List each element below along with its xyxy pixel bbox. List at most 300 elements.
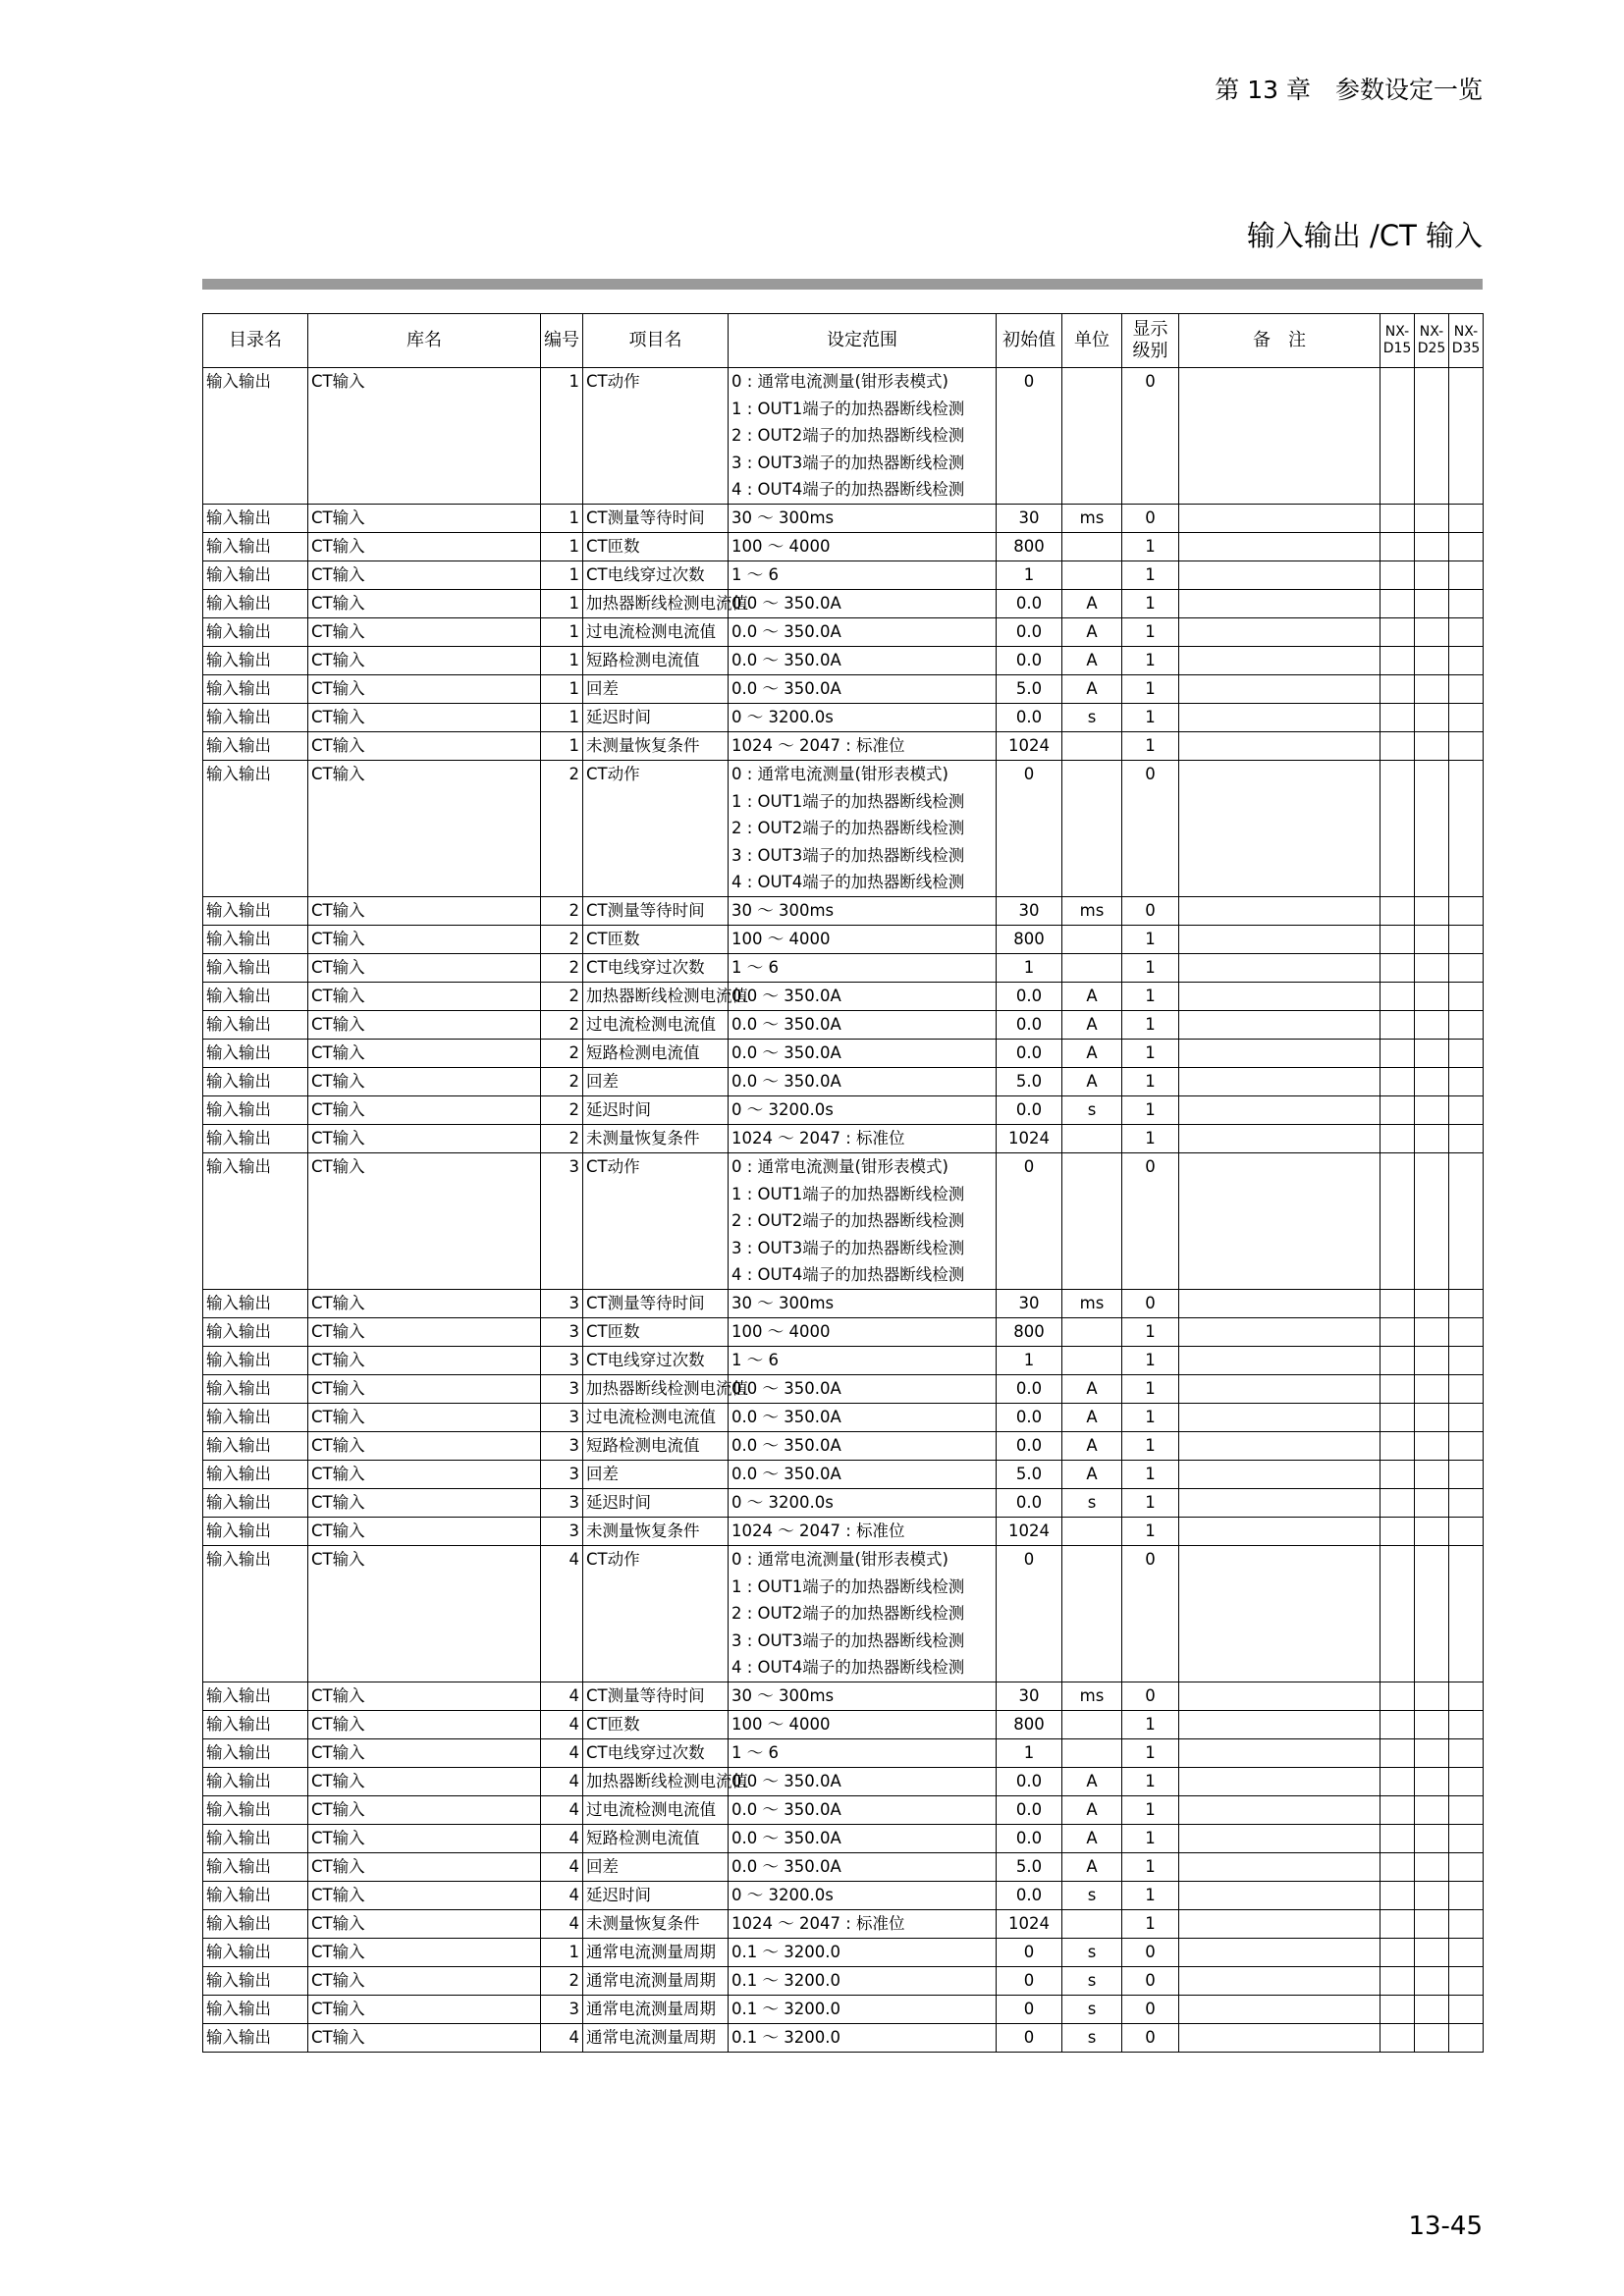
catalog-cell: 输入输出 <box>203 983 308 1011</box>
level-cell: 1 <box>1122 1711 1179 1739</box>
level-cell: 1 <box>1122 590 1179 618</box>
initial-cell: 0 <box>997 1546 1062 1682</box>
level-cell: 1 <box>1122 1068 1179 1096</box>
initial-cell: 0.0 <box>997 1882 1062 1910</box>
initial-cell: 0.0 <box>997 1404 1062 1432</box>
nx-d35-cell <box>1449 1404 1484 1432</box>
level-cell: 1 <box>1122 1518 1179 1546</box>
library-cell: CT输入 <box>308 1996 541 2024</box>
nx-d15-cell <box>1380 704 1415 732</box>
nx-d25-cell <box>1415 1768 1449 1796</box>
item-cell: 回差 <box>583 1461 729 1489</box>
library-cell: CT输入 <box>308 1910 541 1939</box>
unit-cell: A <box>1062 1068 1122 1096</box>
catalog-cell: 输入输出 <box>203 1432 308 1461</box>
range-cell <box>729 1489 997 1518</box>
nx-d15-cell <box>1380 590 1415 618</box>
item-cell: CT动作 <box>583 1546 729 1682</box>
nx-d25-cell <box>1415 1910 1449 1939</box>
level-cell: 1 <box>1122 1825 1179 1853</box>
range-cell <box>729 1461 997 1489</box>
range-line: 4 : OUT4端子的加热器断线检测 <box>731 1658 965 1678</box>
level-cell: 1 <box>1122 1489 1179 1518</box>
catalog-cell: 输入输出 <box>203 1068 308 1096</box>
number-cell: 3 <box>541 1996 583 2024</box>
initial-cell: 1 <box>997 954 1062 983</box>
nx-d15-cell <box>1380 1853 1415 1882</box>
remarks-cell <box>1179 1432 1380 1461</box>
nx-d35-cell <box>1449 1290 1484 1318</box>
page-number: 13-45 <box>1408 2212 1483 2241</box>
number-cell: 2 <box>541 1011 583 1040</box>
unit-cell: ms <box>1062 1290 1122 1318</box>
catalog-cell: 输入输出 <box>203 1318 308 1347</box>
nx-d35-cell <box>1449 1518 1484 1546</box>
library-cell: CT输入 <box>308 1461 541 1489</box>
table-row <box>203 704 1484 732</box>
parameter-table <box>202 313 1484 2053</box>
nx-d25-cell <box>1415 1011 1449 1040</box>
library-cell: CT输入 <box>308 954 541 983</box>
range-line: 1 : OUT1端子的加热器断线检测 <box>731 1576 965 1596</box>
range-line: 4 : OUT4端子的加热器断线检测 <box>731 873 965 892</box>
number-cell: 3 <box>541 1432 583 1461</box>
range-line: 0.0 ～ 350.0A <box>731 622 841 641</box>
range-line: 100 ～ 4000 <box>731 930 831 948</box>
number-cell: 2 <box>541 1068 583 1096</box>
nx-d15-cell <box>1380 1318 1415 1347</box>
unit-cell: s <box>1062 1967 1122 1996</box>
col-header-nx-d35-line2: D35 <box>1451 341 1481 356</box>
library-cell: CT输入 <box>308 1825 541 1853</box>
unit-cell: ms <box>1062 897 1122 926</box>
range-cell <box>729 1967 997 1996</box>
remarks-cell <box>1179 1011 1380 1040</box>
nx-d25-cell <box>1415 1404 1449 1432</box>
library-cell: CT输入 <box>308 368 541 505</box>
nx-d15-cell <box>1380 1347 1415 1375</box>
initial-cell: 0.0 <box>997 704 1062 732</box>
library-cell: CT输入 <box>308 704 541 732</box>
remarks-cell <box>1179 983 1380 1011</box>
item-cell: 延迟时间 <box>583 1882 729 1910</box>
initial-cell: 0.0 <box>997 618 1062 647</box>
initial-cell: 0.0 <box>997 590 1062 618</box>
remarks-cell <box>1179 1318 1380 1347</box>
nx-d15-cell <box>1380 1489 1415 1518</box>
range-line: 0 ～ 3200.0s <box>731 708 834 726</box>
nx-d15-cell <box>1380 954 1415 983</box>
table-row <box>203 897 1484 926</box>
number-cell: 4 <box>541 1853 583 1882</box>
nx-d25-cell <box>1415 732 1449 761</box>
col-header-nx-d25-line2: D25 <box>1417 341 1446 356</box>
range-line: 1024 ～ 2047 : 标准位 <box>731 736 905 755</box>
range-cell <box>729 533 997 561</box>
remarks-cell <box>1179 732 1380 761</box>
nx-d35-cell <box>1449 732 1484 761</box>
unit-cell: A <box>1062 1853 1122 1882</box>
table-row <box>203 1096 1484 1125</box>
unit-cell: A <box>1062 1011 1122 1040</box>
nx-d15-cell <box>1380 368 1415 505</box>
nx-d15-cell <box>1380 1910 1415 1939</box>
remarks-cell <box>1179 1125 1380 1153</box>
unit-cell: ms <box>1062 505 1122 533</box>
level-cell: 1 <box>1122 983 1179 1011</box>
catalog-cell: 输入输出 <box>203 732 308 761</box>
col-header-initial: 初始值 <box>997 314 1062 368</box>
number-cell: 1 <box>541 704 583 732</box>
nx-d15-cell <box>1380 1739 1415 1768</box>
item-cell: CT动作 <box>583 368 729 505</box>
range-line: 30 ～ 300ms <box>731 901 835 920</box>
nx-d35-cell <box>1449 897 1484 926</box>
level-cell: 0 <box>1122 1996 1179 2024</box>
catalog-cell: 输入输出 <box>203 505 308 533</box>
range-cell <box>729 1153 997 1290</box>
range-line: 0.0 ～ 350.0A <box>731 679 841 698</box>
remarks-cell <box>1179 1489 1380 1518</box>
table-row <box>203 1996 1484 2024</box>
nx-d35-cell <box>1449 1853 1484 1882</box>
catalog-cell: 输入输出 <box>203 1796 308 1825</box>
section-divider <box>202 279 1483 290</box>
catalog-cell: 输入输出 <box>203 2024 308 2053</box>
unit-cell <box>1062 761 1122 897</box>
level-cell: 1 <box>1122 1318 1179 1347</box>
nx-d15-cell <box>1380 732 1415 761</box>
library-cell: CT输入 <box>308 926 541 954</box>
range-line: 4 : OUT4端子的加热器断线检测 <box>731 1265 965 1285</box>
range-cell <box>729 1011 997 1040</box>
range-line: 100 ～ 4000 <box>731 1715 831 1734</box>
unit-cell: s <box>1062 1939 1122 1967</box>
table-row <box>203 732 1484 761</box>
library-cell: CT输入 <box>308 1711 541 1739</box>
item-cell: 通常电流测量周期 <box>583 1996 729 2024</box>
remarks-cell <box>1179 1153 1380 1290</box>
nx-d15-cell <box>1380 1796 1415 1825</box>
library-cell: CT输入 <box>308 1432 541 1461</box>
item-cell: CT测量等待时间 <box>583 897 729 926</box>
range-line: 2 : OUT2端子的加热器断线检测 <box>731 819 965 838</box>
range-line: 0 : 通常电流测量(钳形表模式) <box>731 372 948 391</box>
table-row <box>203 1518 1484 1546</box>
nx-d35-cell <box>1449 1939 1484 1967</box>
table-row <box>203 1967 1484 1996</box>
range-cell <box>729 926 997 954</box>
nx-d25-cell <box>1415 1290 1449 1318</box>
number-cell: 2 <box>541 926 583 954</box>
table-row <box>203 1375 1484 1404</box>
initial-cell: 1 <box>997 561 1062 590</box>
table-row <box>203 505 1484 533</box>
range-line: 3 : OUT3端子的加热器断线检测 <box>731 845 965 865</box>
catalog-cell: 输入输出 <box>203 1682 308 1711</box>
remarks-cell <box>1179 2024 1380 2053</box>
catalog-cell: 输入输出 <box>203 647 308 675</box>
nx-d35-cell <box>1449 618 1484 647</box>
range-line: 0.0 ～ 350.0A <box>731 651 841 669</box>
initial-cell: 5.0 <box>997 1853 1062 1882</box>
range-cell <box>729 1125 997 1153</box>
nx-d35-cell <box>1449 1011 1484 1040</box>
number-cell: 2 <box>541 1125 583 1153</box>
nx-d35-cell <box>1449 1040 1484 1068</box>
nx-d15-cell <box>1380 1011 1415 1040</box>
initial-cell: 800 <box>997 926 1062 954</box>
unit-cell <box>1062 1910 1122 1939</box>
range-cell <box>729 561 997 590</box>
nx-d35-cell <box>1449 1910 1484 1939</box>
level-cell: 1 <box>1122 1461 1179 1489</box>
catalog-cell: 输入输出 <box>203 1825 308 1853</box>
range-cell <box>729 1996 997 2024</box>
remarks-cell <box>1179 1739 1380 1768</box>
range-line: 0.0 ～ 350.0A <box>731 1379 841 1398</box>
library-cell: CT输入 <box>308 897 541 926</box>
catalog-cell: 输入输出 <box>203 368 308 505</box>
range-cell <box>729 1682 997 1711</box>
range-cell <box>729 761 997 897</box>
table-row <box>203 954 1484 983</box>
table-row <box>203 1682 1484 1711</box>
unit-cell <box>1062 954 1122 983</box>
number-cell: 4 <box>541 1682 583 1711</box>
level-cell: 0 <box>1122 1153 1179 1290</box>
catalog-cell: 输入输出 <box>203 675 308 704</box>
library-cell: CT输入 <box>308 1682 541 1711</box>
nx-d35-cell <box>1449 1996 1484 2024</box>
number-cell: 1 <box>541 368 583 505</box>
range-line: 100 ～ 4000 <box>731 1322 831 1341</box>
item-cell: 回差 <box>583 675 729 704</box>
catalog-cell: 输入输出 <box>203 1768 308 1796</box>
remarks-cell <box>1179 954 1380 983</box>
range-cell <box>729 1347 997 1375</box>
nx-d35-cell <box>1449 1375 1484 1404</box>
table-header-row <box>203 314 1484 368</box>
nx-d25-cell <box>1415 1682 1449 1711</box>
remarks-cell <box>1179 1825 1380 1853</box>
table-row <box>203 1882 1484 1910</box>
nx-d15-cell <box>1380 1375 1415 1404</box>
range-line: 0 ～ 3200.0s <box>731 1886 834 1904</box>
item-cell: CT匝数 <box>583 1318 729 1347</box>
remarks-cell <box>1179 1939 1380 1967</box>
unit-cell <box>1062 1347 1122 1375</box>
number-cell: 4 <box>541 1711 583 1739</box>
range-line: 2 : OUT2端子的加热器断线检测 <box>731 1211 965 1231</box>
nx-d35-cell <box>1449 1432 1484 1461</box>
nx-d25-cell <box>1415 1996 1449 2024</box>
number-cell: 3 <box>541 1518 583 1546</box>
table-row <box>203 1347 1484 1375</box>
number-cell: 1 <box>541 505 583 533</box>
unit-cell: A <box>1062 1375 1122 1404</box>
library-cell: CT输入 <box>308 1967 541 1996</box>
nx-d35-cell <box>1449 1825 1484 1853</box>
catalog-cell: 输入输出 <box>203 1125 308 1153</box>
range-cell <box>729 1375 997 1404</box>
range-line: 1024 ～ 2047 : 标准位 <box>731 1914 905 1933</box>
remarks-cell <box>1179 704 1380 732</box>
table-row <box>203 1768 1484 1796</box>
table-row <box>203 1939 1484 1967</box>
initial-cell: 0 <box>997 761 1062 897</box>
library-cell: CT输入 <box>308 1318 541 1347</box>
nx-d15-cell <box>1380 1939 1415 1967</box>
table-row <box>203 1125 1484 1153</box>
range-cell <box>729 1825 997 1853</box>
nx-d15-cell <box>1380 1040 1415 1068</box>
library-cell: CT输入 <box>308 1518 541 1546</box>
library-cell: CT输入 <box>308 2024 541 2053</box>
range-cell <box>729 1739 997 1768</box>
nx-d15-cell <box>1380 926 1415 954</box>
level-cell: 1 <box>1122 618 1179 647</box>
table-row <box>203 1068 1484 1096</box>
library-cell: CT输入 <box>308 1040 541 1068</box>
table-row <box>203 618 1484 647</box>
table-row <box>203 1739 1484 1768</box>
table-row <box>203 1461 1484 1489</box>
initial-cell: 0.0 <box>997 1011 1062 1040</box>
level-cell: 1 <box>1122 1910 1179 1939</box>
table-row <box>203 2024 1484 2053</box>
library-cell: CT输入 <box>308 1939 541 1967</box>
initial-cell: 1024 <box>997 732 1062 761</box>
nx-d35-cell <box>1449 1768 1484 1796</box>
item-cell: CT测量等待时间 <box>583 505 729 533</box>
catalog-cell: 输入输出 <box>203 1489 308 1518</box>
item-cell: 延迟时间 <box>583 704 729 732</box>
range-cell <box>729 675 997 704</box>
nx-d35-cell <box>1449 1882 1484 1910</box>
level-cell: 1 <box>1122 1432 1179 1461</box>
range-line: 1 ～ 6 <box>731 1351 779 1369</box>
nx-d35-cell <box>1449 1461 1484 1489</box>
number-cell: 2 <box>541 1967 583 1996</box>
catalog-cell: 输入输出 <box>203 1711 308 1739</box>
table-row <box>203 1404 1484 1432</box>
library-cell: CT输入 <box>308 1347 541 1375</box>
unit-cell <box>1062 368 1122 505</box>
nx-d35-cell <box>1449 761 1484 897</box>
range-cell <box>729 1318 997 1347</box>
unit-cell <box>1062 926 1122 954</box>
library-cell: CT输入 <box>308 1404 541 1432</box>
table-row <box>203 926 1484 954</box>
range-line: 1 ～ 6 <box>731 1743 779 1762</box>
initial-cell: 1024 <box>997 1910 1062 1939</box>
initial-cell: 5.0 <box>997 1461 1062 1489</box>
unit-cell: A <box>1062 1432 1122 1461</box>
table-row <box>203 1011 1484 1040</box>
number-cell: 2 <box>541 761 583 897</box>
range-line: 0.0 ～ 350.0A <box>731 1043 841 1062</box>
library-cell: CT输入 <box>308 1375 541 1404</box>
nx-d25-cell <box>1415 2024 1449 2053</box>
library-cell: CT输入 <box>308 1068 541 1096</box>
remarks-cell <box>1179 1711 1380 1739</box>
item-cell: 通常电流测量周期 <box>583 1939 729 1967</box>
initial-cell: 0 <box>997 1996 1062 2024</box>
remarks-cell <box>1179 368 1380 505</box>
remarks-cell <box>1179 1404 1380 1432</box>
table-row <box>203 1040 1484 1068</box>
initial-cell: 1024 <box>997 1125 1062 1153</box>
number-cell: 1 <box>541 647 583 675</box>
library-cell: CT输入 <box>308 1853 541 1882</box>
level-cell: 1 <box>1122 1404 1179 1432</box>
number-cell: 4 <box>541 1825 583 1853</box>
catalog-cell: 输入输出 <box>203 618 308 647</box>
nx-d15-cell <box>1380 897 1415 926</box>
initial-cell: 1024 <box>997 1518 1062 1546</box>
number-cell: 4 <box>541 1796 583 1825</box>
nx-d25-cell <box>1415 561 1449 590</box>
number-cell: 1 <box>541 561 583 590</box>
number-cell: 3 <box>541 1153 583 1290</box>
library-cell: CT输入 <box>308 618 541 647</box>
nx-d25-cell <box>1415 1068 1449 1096</box>
remarks-cell <box>1179 1996 1380 2024</box>
library-cell: CT输入 <box>308 1096 541 1125</box>
catalog-cell: 输入输出 <box>203 1882 308 1910</box>
number-cell: 1 <box>541 590 583 618</box>
nx-d15-cell <box>1380 1432 1415 1461</box>
col-header-nx-d15-line1: NX- <box>1384 323 1410 340</box>
item-cell: CT测量等待时间 <box>583 1682 729 1711</box>
item-cell: CT电线穿过次数 <box>583 1347 729 1375</box>
nx-d25-cell <box>1415 1796 1449 1825</box>
nx-d15-cell <box>1380 1546 1415 1682</box>
library-cell: CT输入 <box>308 647 541 675</box>
level-cell: 1 <box>1122 1096 1179 1125</box>
table-row <box>203 675 1484 704</box>
range-cell <box>729 368 997 505</box>
remarks-cell <box>1179 926 1380 954</box>
range-line: 0.0 ～ 350.0A <box>731 1772 841 1790</box>
nx-d15-cell <box>1380 761 1415 897</box>
nx-d25-cell <box>1415 1518 1449 1546</box>
item-cell: CT匝数 <box>583 926 729 954</box>
level-cell: 1 <box>1122 533 1179 561</box>
range-cell <box>729 505 997 533</box>
nx-d35-cell <box>1449 983 1484 1011</box>
range-line: 0.0 ～ 350.0A <box>731 1857 841 1876</box>
initial-cell: 0.0 <box>997 1489 1062 1518</box>
nx-d15-cell <box>1380 2024 1415 2053</box>
unit-cell <box>1062 1739 1122 1768</box>
remarks-cell <box>1179 1796 1380 1825</box>
number-cell: 2 <box>541 954 583 983</box>
number-cell: 1 <box>541 1939 583 1967</box>
table-row <box>203 1318 1484 1347</box>
remarks-cell <box>1179 1347 1380 1375</box>
number-cell: 2 <box>541 897 583 926</box>
item-cell: 过电流检测电流值 <box>583 1011 729 1040</box>
nx-d35-cell <box>1449 704 1484 732</box>
number-cell: 4 <box>541 1882 583 1910</box>
table-row <box>203 1853 1484 1882</box>
nx-d25-cell <box>1415 1461 1449 1489</box>
range-cell <box>729 1546 997 1682</box>
item-cell: CT电线穿过次数 <box>583 1739 729 1768</box>
nx-d15-cell <box>1380 1711 1415 1739</box>
